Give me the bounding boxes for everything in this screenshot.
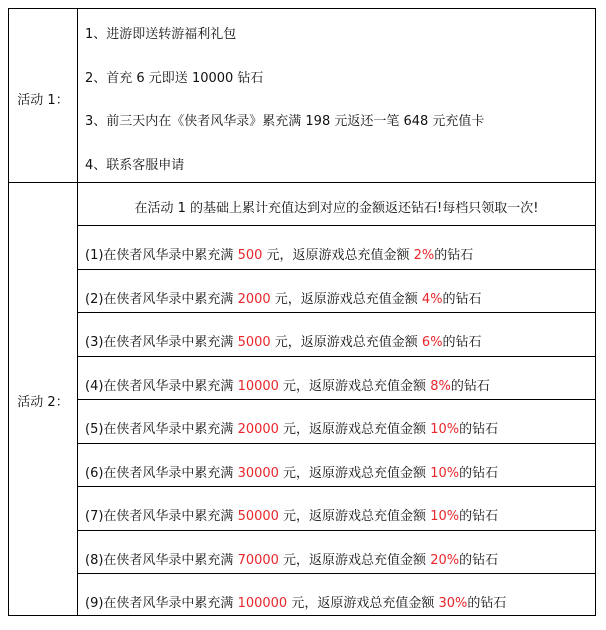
tier-amount: 500 (237, 248, 263, 263)
tier-row (85, 505, 591, 524)
tier-amount: 20000 (237, 422, 279, 437)
row-divider (77, 225, 595, 226)
tier-amount: 100000 (237, 596, 288, 611)
tier-percent: 10% (430, 465, 460, 481)
row-divider (77, 356, 595, 357)
tier-suffix: 的钻石 (467, 596, 507, 611)
tier-row (85, 331, 591, 350)
tier-mid: 元，返原游戏总充值金额 (262, 248, 414, 263)
tier-mid: 元，返原游戏总充值金额 (270, 335, 422, 350)
tier-suffix: 的钻石 (459, 422, 499, 437)
activity1-item (85, 154, 591, 173)
tier-suffix: 的钻石 (459, 465, 499, 481)
tier-percent: 10% (430, 509, 460, 524)
tier-amount: 2000 (237, 291, 271, 307)
activity2-label: 活动 2： (17, 395, 69, 410)
tier-percent: 10% (430, 422, 460, 437)
activity1-item-text: 4、联系客服申请 (85, 158, 185, 173)
tier-amount: 70000 (237, 552, 279, 568)
tier-prefix: (9)在侠者风华录中累充满 (85, 596, 238, 611)
activity2-note: 在活动 1 的基础上累计充值达到对应的金额返还钻石!每档只领取一次! (134, 201, 539, 216)
tier-suffix: 的钻石 (459, 509, 499, 524)
tier-percent: 30% (438, 596, 468, 611)
tier-mid: 元，返原游戏总充值金额 (278, 552, 431, 568)
tier-prefix: (3)在侠者风华录中累充满 (85, 335, 238, 350)
tier-row (85, 462, 591, 481)
tier-prefix: (2)在侠者风华录中累充满 (85, 291, 238, 307)
tier-row (85, 418, 591, 437)
tier-suffix: 的钻石 (442, 335, 482, 350)
tier-mid: 元，返原游戏总充值金额 (278, 378, 431, 394)
activity1-item (85, 23, 591, 42)
tier-row (85, 592, 591, 611)
tier-suffix: 的钻石 (459, 552, 499, 568)
tier-prefix: (5)在侠者风华录中累充满 (85, 422, 238, 437)
activity1-item-text: 2、首充 6 元即送 10000 钻石 (85, 71, 264, 86)
tier-amount: 5000 (237, 335, 271, 350)
tier-percent: 20% (430, 552, 460, 568)
tier-amount: 50000 (237, 509, 279, 524)
tier-percent: 6% (421, 335, 443, 350)
tier-row (85, 549, 591, 568)
tier-prefix: (1)在侠者风华录中累充满 (85, 248, 238, 263)
tier-prefix: (4)在侠者风华录中累充满 (85, 378, 238, 394)
row-divider (77, 530, 595, 531)
tier-prefix: (6)在侠者风华录中累充满 (85, 465, 238, 481)
tier-mid: 元，返原游戏总充值金额 (278, 465, 431, 481)
tier-prefix: (7)在侠者风华录中累充满 (85, 509, 238, 524)
tier-row (85, 244, 591, 263)
row-divider (77, 573, 595, 574)
row-divider (77, 269, 595, 270)
activity-table (8, 8, 596, 616)
tier-percent: 4% (421, 291, 443, 307)
activity1-item (85, 110, 591, 129)
activity1-item-text: 3、前三天内在《侠者风华录》累充满 198 元返还一笔 648 元充值卡 (85, 114, 485, 129)
tier-mid: 元，返原游戏总充值金额 (278, 422, 431, 437)
tier-prefix: (8)在侠者风华录中累充满 (85, 552, 238, 568)
activity1-label: 活动 1： (17, 93, 69, 108)
tier-percent: 8% (430, 378, 451, 394)
tier-suffix: 的钻石 (434, 248, 474, 263)
tier-suffix: 的钻石 (442, 291, 482, 307)
tier-mid: 元，返原游戏总充值金额 (287, 596, 439, 611)
row-divider (77, 312, 595, 313)
tier-amount: 30000 (237, 465, 279, 481)
tier-mid: 元，返原游戏总充值金额 (278, 509, 431, 524)
tier-mid: 元，返原游戏总充值金额 (270, 291, 422, 307)
section-divider (9, 182, 595, 183)
tier-suffix: 的钻石 (450, 378, 490, 394)
activity1-item (85, 67, 591, 86)
row-divider (77, 486, 595, 487)
tier-percent: 2% (413, 248, 435, 263)
row-divider (77, 443, 595, 444)
tier-row (85, 375, 591, 394)
row-divider (77, 399, 595, 400)
tier-row (85, 288, 591, 307)
tier-amount: 10000 (237, 378, 279, 394)
activity1-item-text: 1、进游即送转游福利礼包 (85, 27, 237, 42)
